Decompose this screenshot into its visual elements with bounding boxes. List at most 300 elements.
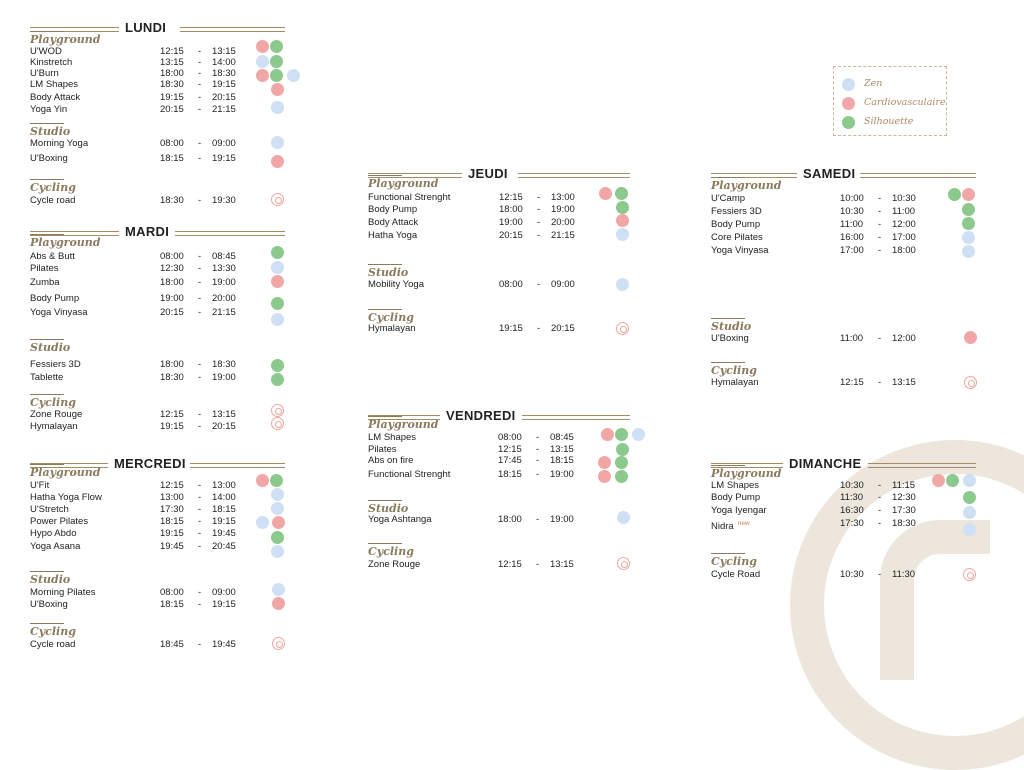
- mercredi-playground-class-name: [30, 492, 102, 503]
- mercredi-playground-start-time: 13:00: [160, 492, 184, 503]
- class-name-text: Fessiers 3D: [711, 206, 762, 217]
- samedi-playground-start-time: 11:00: [840, 219, 864, 230]
- class-name-text: U'Camp: [711, 193, 746, 204]
- class-name-text: Morning Yoga: [30, 138, 89, 149]
- background-logo-mark: [880, 520, 990, 680]
- class-name-text: LM Shapes: [368, 432, 417, 443]
- class-name-text: Cycle road: [30, 195, 76, 206]
- mercredi-playground-start-time: 12:15: [160, 480, 184, 491]
- mardi-playground-time-dash: -: [198, 251, 202, 262]
- vendredi-cycling-start-time: 12:15: [498, 559, 522, 570]
- lundi-playground-class-name: [30, 92, 80, 103]
- samedi-playground-end-time: 12:00: [892, 219, 916, 230]
- mardi-cycling-end-time: 13:15: [212, 409, 236, 420]
- mardi-playground-class-name: [30, 307, 88, 318]
- mercredi-studio-end-time: 19:15: [212, 599, 236, 610]
- silhouette-icon: [270, 69, 283, 82]
- dimanche-playground-end-time: 18:30: [892, 518, 916, 529]
- new-badge: new: [737, 520, 750, 527]
- class-name-text: Zumba: [30, 277, 60, 288]
- lundi-studio-time-dash: -: [198, 153, 202, 164]
- lundi-playground-end-time: 20:15: [212, 92, 236, 103]
- silhouette-icon: [615, 428, 628, 441]
- jeudi-playground-end-time: 20:00: [551, 217, 575, 228]
- mercredi-cycling-class-name: [30, 639, 75, 650]
- mardi-cycling-time-dash: -: [198, 421, 202, 432]
- dimanche-cycling-class-name: [711, 569, 760, 580]
- vendredi-playground-end-time: 08:45: [550, 432, 574, 443]
- mardi-cycling-class-name: [30, 409, 82, 420]
- lundi-studio-end-time: 09:00: [212, 138, 236, 149]
- jeudi-cycling-heading: Cycling: [368, 311, 414, 324]
- lundi-playground-class-name: [30, 104, 67, 115]
- lundi-playground-start-time: 20:15: [160, 104, 184, 115]
- lundi-playground-class-name: [30, 57, 72, 68]
- cycling-icon: [271, 417, 284, 430]
- vendredi-playground-start-time: 12:15: [498, 444, 522, 455]
- jeudi-cycling-start-time: 19:15: [499, 323, 523, 334]
- vendredi-playground-end-time: 18:15: [550, 455, 574, 466]
- dimanche-playground-start-time: 10:30: [840, 480, 864, 491]
- lundi-playground-end-time: 19:15: [212, 79, 236, 90]
- class-name-text: U'Burn: [30, 68, 59, 79]
- mardi-studio-end-time: 18:30: [212, 359, 236, 370]
- vendredi-playground-class-name: [368, 444, 397, 455]
- samedi-playground-end-time: 17:00: [892, 232, 916, 243]
- lundi-studio-heading: Studio: [30, 125, 71, 138]
- mercredi-playground-end-time: 20:45: [212, 541, 236, 552]
- mardi-cycling-heading: Cycling: [30, 396, 76, 409]
- mardi-studio-rule: [30, 339, 64, 340]
- jeudi-studio-time-dash: -: [537, 279, 541, 290]
- cardio-icon: [601, 428, 614, 441]
- vendredi-cycling-rule: [368, 543, 402, 544]
- vendredi-playground-class-name: [368, 469, 450, 480]
- lundi-cycling-start-time: 18:30: [160, 195, 184, 206]
- mardi-playground-start-time: 08:00: [160, 251, 184, 262]
- silhouette-icon: [270, 474, 283, 487]
- cardio-icon: [256, 69, 269, 82]
- lundi-studio-rule: [30, 123, 64, 124]
- mardi-playground-start-time: 20:15: [160, 307, 184, 318]
- class-name-text: U'Fit: [30, 480, 50, 491]
- mercredi-studio-class-name: [30, 599, 68, 610]
- jeudi-cycling-end-time: 20:15: [551, 323, 575, 334]
- class-name-text: U'WOD: [30, 46, 62, 57]
- class-name-text: Yoga Asana: [30, 541, 81, 552]
- lundi-playground-time-dash: -: [198, 57, 202, 68]
- samedi-playground-time-dash: -: [878, 219, 882, 230]
- lundi-cycling-rule: [30, 179, 64, 180]
- vendredi-playground-end-time: 19:00: [550, 469, 574, 480]
- lundi-playground-class-name: [30, 46, 62, 57]
- zen-icon: [271, 261, 284, 274]
- class-name-text: Cycle road: [30, 639, 76, 650]
- mardi-day-title: MARDI: [125, 224, 170, 239]
- vendredi-studio-rule: [368, 500, 402, 501]
- lundi-playground-time-dash: -: [198, 92, 202, 103]
- silhouette-legend-icon: [842, 116, 855, 129]
- mercredi-cycling-end-time: 19:45: [212, 639, 236, 650]
- lundi-studio-class-name: [30, 138, 88, 149]
- jeudi-playground-rule: [368, 175, 402, 176]
- mardi-playground-start-time: 19:00: [160, 293, 184, 304]
- silhouette-icon: [962, 203, 975, 216]
- vendredi-cycling-class-name: [368, 559, 420, 570]
- jeudi-studio-start-time: 08:00: [499, 279, 523, 290]
- lundi-studio-start-time: 08:00: [160, 138, 184, 149]
- class-name-text: Nidra: [711, 521, 734, 533]
- lundi-studio-start-time: 18:15: [160, 153, 184, 164]
- vendredi-playground-time-dash: -: [536, 469, 540, 480]
- lundi-playground-end-time: 18:30: [212, 68, 236, 79]
- silhouette-icon: [616, 443, 629, 456]
- mardi-playground-end-time: 13:30: [212, 263, 236, 274]
- mercredi-studio-time-dash: -: [198, 599, 202, 610]
- mardi-playground-time-dash: -: [198, 293, 202, 304]
- lundi-playground-class-name: [30, 79, 78, 90]
- vendredi-studio-heading: Studio: [368, 502, 409, 515]
- dimanche-playground-end-time: 17:30: [892, 505, 916, 516]
- dimanche-playground-heading: Playground: [711, 467, 782, 480]
- cardio-icon: [616, 214, 629, 227]
- silhouette-icon: [616, 201, 629, 214]
- class-name-text: Kinstretch: [30, 57, 73, 68]
- zen-icon: [256, 516, 269, 529]
- jeudi-playground-end-time: 19:00: [551, 204, 575, 215]
- mardi-cycling-class-name: [30, 421, 78, 432]
- mardi-playground-class-name: [30, 293, 79, 304]
- mercredi-studio-end-time: 09:00: [212, 587, 236, 598]
- vendredi-day-title: VENDREDI: [446, 408, 516, 423]
- samedi-playground-class-name: [711, 219, 760, 230]
- cardio-icon: [271, 155, 284, 168]
- samedi-rule-right: [860, 173, 976, 178]
- mardi-cycling-start-time: 12:15: [160, 409, 184, 420]
- zen-icon: [271, 488, 284, 501]
- lundi-playground-time-dash: -: [198, 46, 202, 57]
- vendredi-studio-start-time: 18:00: [498, 514, 522, 525]
- class-name-text: U'Boxing: [30, 153, 68, 164]
- jeudi-playground-class-name: [368, 204, 417, 215]
- lundi-playground-start-time: 18:00: [160, 68, 184, 79]
- class-name-text: LM Shapes: [30, 79, 79, 90]
- mardi-studio-class-name: [30, 372, 63, 383]
- jeudi-playground-start-time: 12:15: [499, 192, 523, 203]
- mercredi-cycling-start-time: 18:45: [160, 639, 184, 650]
- mercredi-studio-class-name: [30, 587, 95, 598]
- mercredi-playground-class-name: [30, 480, 49, 491]
- mercredi-playground-end-time: 19:45: [212, 528, 236, 539]
- vendredi-playground-start-time: 08:00: [498, 432, 522, 443]
- vendredi-studio-class-name: [368, 514, 432, 525]
- class-name-text: Power Pilates: [30, 516, 89, 527]
- class-name-text: Pilates: [30, 263, 59, 274]
- class-name-text: Body Attack: [368, 217, 419, 228]
- samedi-playground-time-dash: -: [878, 245, 882, 256]
- class-name-text: U'Boxing: [30, 599, 68, 610]
- lundi-playground-start-time: 19:15: [160, 92, 184, 103]
- mardi-playground-class-name: [30, 277, 60, 288]
- zen-icon: [271, 545, 284, 558]
- vendredi-playground-time-dash: -: [536, 444, 540, 455]
- samedi-cycling-rule: [711, 362, 745, 363]
- dimanche-playground-end-time: 11:15: [892, 480, 916, 491]
- jeudi-playground-class-name: [368, 230, 417, 241]
- cardio-icon: [962, 188, 975, 201]
- lundi-playground-heading: Playground: [30, 33, 101, 46]
- class-name-text: Body Pump: [711, 219, 761, 230]
- class-name-text: Hatha Yoga: [368, 230, 418, 241]
- dimanche-cycling-rule: [711, 553, 745, 554]
- lundi-playground-start-time: 13:15: [160, 57, 184, 68]
- samedi-studio-class-name: [711, 333, 749, 344]
- class-name-text: Hatha Yoga Flow: [30, 492, 102, 503]
- legend-silhouette-label: Silhouette: [864, 116, 914, 127]
- cardio-legend-icon: [842, 97, 855, 110]
- mercredi-playground-time-dash: -: [198, 480, 202, 491]
- jeudi-cycling-class-name: [368, 323, 416, 334]
- class-name-text: Fessiers 3D: [30, 359, 81, 370]
- mercredi-playground-time-dash: -: [198, 541, 202, 552]
- jeudi-studio-end-time: 09:00: [551, 279, 575, 290]
- samedi-playground-time-dash: -: [878, 206, 882, 217]
- samedi-playground-class-name: [711, 245, 769, 256]
- silhouette-icon: [271, 531, 284, 544]
- lundi-day-title: LUNDI: [125, 20, 167, 35]
- mardi-cycling-rule: [30, 394, 64, 395]
- zen-icon: [616, 228, 629, 241]
- silhouette-icon: [963, 491, 976, 504]
- samedi-playground-time-dash: -: [878, 193, 882, 204]
- mardi-playground-end-time: 08:45: [212, 251, 236, 262]
- mercredi-studio-time-dash: -: [198, 587, 202, 598]
- samedi-studio-end-time: 12:00: [892, 333, 916, 344]
- jeudi-playground-start-time: 20:15: [499, 230, 523, 241]
- cardio-icon: [599, 187, 612, 200]
- cardio-icon: [271, 83, 284, 96]
- class-name-text: Yoga Vinyasa: [30, 307, 88, 318]
- zen-icon: [617, 511, 630, 524]
- jeudi-rule-right: [518, 173, 630, 178]
- class-name-text: Yoga Ashtanga: [368, 514, 432, 525]
- cardio-icon: [932, 474, 945, 487]
- silhouette-icon: [946, 474, 959, 487]
- mardi-studio-start-time: 18:00: [160, 359, 184, 370]
- lundi-cycling-heading: Cycling: [30, 181, 76, 194]
- lundi-playground-time-dash: -: [198, 79, 202, 90]
- class-name-text: Hypo Abdo: [30, 528, 77, 539]
- vendredi-cycling-time-dash: -: [536, 559, 540, 570]
- mardi-playground-class-name: [30, 251, 75, 262]
- lundi-playground-start-time: 18:30: [160, 79, 184, 90]
- silhouette-icon: [271, 359, 284, 372]
- dimanche-playground-start-time: 17:30: [840, 518, 864, 529]
- jeudi-playground-end-time: 13:00: [551, 192, 575, 203]
- class-name-text: Body Attack: [30, 92, 81, 103]
- cardio-icon: [598, 456, 611, 469]
- jeudi-playground-end-time: 21:15: [551, 230, 575, 241]
- samedi-playground-start-time: 17:00: [840, 245, 864, 256]
- zen-icon: [963, 506, 976, 519]
- cardio-icon: [964, 331, 977, 344]
- dimanche-cycling-start-time: 10:30: [840, 569, 864, 580]
- class-name-text: Core Pilates: [711, 232, 763, 243]
- cycling-icon: [271, 193, 284, 206]
- class-name-text: Cycle Road: [711, 569, 761, 580]
- jeudi-playground-start-time: 18:00: [499, 204, 523, 215]
- lundi-studio-end-time: 19:15: [212, 153, 236, 164]
- lundi-playground-end-time: 14:00: [212, 57, 236, 68]
- zen-icon: [271, 313, 284, 326]
- lundi-playground-end-time: 21:15: [212, 104, 236, 115]
- mercredi-studio-start-time: 08:00: [160, 587, 184, 598]
- mercredi-playground-start-time: 17:30: [160, 504, 184, 515]
- mercredi-cycling-rule: [30, 623, 64, 624]
- mercredi-studio-start-time: 18:15: [160, 599, 184, 610]
- silhouette-icon: [615, 187, 628, 200]
- mardi-playground-class-name: [30, 263, 59, 274]
- samedi-cycling-class-name: [711, 377, 759, 388]
- mercredi-playground-class-name: [30, 541, 80, 552]
- lundi-playground-time-dash: -: [198, 104, 202, 115]
- mardi-rule-right: [175, 231, 285, 236]
- mercredi-rule-right: [190, 463, 285, 468]
- dimanche-playground-end-time: 12:30: [892, 492, 916, 503]
- mercredi-playground-start-time: 19:45: [160, 541, 184, 552]
- jeudi-playground-class-name: [368, 217, 418, 228]
- samedi-playground-class-name: [711, 232, 763, 243]
- samedi-cycling-time-dash: -: [878, 377, 882, 388]
- jeudi-playground-start-time: 19:00: [499, 217, 523, 228]
- vendredi-studio-time-dash: -: [536, 514, 540, 525]
- jeudi-playground-time-dash: -: [537, 204, 541, 215]
- lundi-studio-class-name: [30, 153, 68, 164]
- cycling-icon: [616, 322, 629, 335]
- dimanche-rule-right: [868, 463, 976, 468]
- mardi-studio-heading: Studio: [30, 341, 71, 354]
- samedi-cycling-end-time: 13:15: [892, 377, 916, 388]
- silhouette-icon: [948, 188, 961, 201]
- samedi-studio-heading: Studio: [711, 320, 752, 333]
- mercredi-studio-rule: [30, 571, 64, 572]
- jeudi-playground-heading: Playground: [368, 177, 439, 190]
- class-name-text: Abs & Butt: [30, 251, 75, 262]
- cardio-icon: [272, 597, 285, 610]
- class-name-text: Mobility Yoga: [368, 279, 424, 290]
- jeudi-playground-time-dash: -: [537, 192, 541, 203]
- mardi-cycling-end-time: 20:15: [212, 421, 236, 432]
- jeudi-studio-class-name: [368, 279, 424, 290]
- mardi-cycling-time-dash: -: [198, 409, 202, 420]
- samedi-playground-end-time: 10:30: [892, 193, 916, 204]
- mercredi-playground-time-dash: -: [198, 516, 202, 527]
- dimanche-day-title: DIMANCHE: [789, 456, 862, 471]
- samedi-playground-start-time: 10:00: [840, 193, 864, 204]
- zen-icon: [962, 245, 975, 258]
- vendredi-playground-end-time: 13:15: [550, 444, 574, 455]
- samedi-cycling-heading: Cycling: [711, 364, 757, 377]
- cycling-icon: [271, 404, 284, 417]
- mercredi-playground-class-name: [30, 528, 76, 539]
- mardi-playground-rule: [30, 234, 64, 235]
- dimanche-playground-class-name: [711, 505, 767, 516]
- samedi-playground-class-name: [711, 193, 745, 204]
- zen-icon: [963, 474, 976, 487]
- dimanche-playground-start-time: 11:30: [840, 492, 864, 503]
- mercredi-studio-heading: Studio: [30, 573, 71, 586]
- vendredi-studio-end-time: 19:00: [550, 514, 574, 525]
- silhouette-icon: [270, 55, 283, 68]
- mardi-playground-end-time: 21:15: [212, 307, 236, 318]
- class-name-text: LM Shapes: [711, 480, 760, 491]
- mardi-playground-time-dash: -: [198, 277, 202, 288]
- mardi-studio-class-name: [30, 359, 81, 370]
- mercredi-playground-start-time: 18:15: [160, 516, 184, 527]
- mercredi-day-title: MERCREDI: [114, 456, 186, 471]
- mardi-playground-end-time: 20:00: [212, 293, 236, 304]
- class-name-text: Yoga Yin: [30, 104, 68, 115]
- mardi-studio-start-time: 18:30: [160, 372, 184, 383]
- dimanche-playground-class-name: [711, 492, 760, 503]
- samedi-playground-start-time: 10:30: [840, 206, 864, 217]
- jeudi-playground-time-dash: -: [537, 230, 541, 241]
- class-name-text: Body Pump: [711, 492, 761, 503]
- zen-icon: [272, 583, 285, 596]
- silhouette-icon: [271, 246, 284, 259]
- mercredi-playground-class-name: [30, 504, 69, 515]
- zen-icon: [632, 428, 645, 441]
- class-name-text: Morning Pilates: [30, 587, 96, 598]
- lundi-playground-start-time: 12:15: [160, 46, 184, 57]
- samedi-playground-end-time: 18:00: [892, 245, 916, 256]
- mardi-studio-time-dash: -: [198, 372, 202, 383]
- mercredi-playground-time-dash: -: [198, 492, 202, 503]
- zen-icon: [287, 69, 300, 82]
- lundi-cycling-end-time: 19:30: [212, 195, 236, 206]
- samedi-playground-end-time: 11:00: [892, 206, 916, 217]
- class-name-text: Yoga Iyengar: [711, 505, 767, 516]
- mardi-studio-time-dash: -: [198, 359, 202, 370]
- lundi-playground-end-time: 13:15: [212, 46, 236, 57]
- mardi-playground-start-time: 18:00: [160, 277, 184, 288]
- lundi-rule-right: [180, 27, 285, 32]
- cardio-icon: [256, 474, 269, 487]
- jeudi-studio-rule: [368, 264, 402, 265]
- cardio-icon: [256, 40, 269, 53]
- vendredi-playground-time-dash: -: [536, 455, 540, 466]
- class-name-text: Body Pump: [30, 293, 80, 304]
- cardio-icon: [598, 470, 611, 483]
- mercredi-playground-rule: [30, 464, 64, 465]
- dimanche-playground-class-name: [711, 518, 750, 532]
- mardi-playground-time-dash: -: [198, 307, 202, 318]
- mercredi-playground-end-time: 14:00: [212, 492, 236, 503]
- class-name-text: Hymalayan: [368, 323, 416, 334]
- class-name-text: Functional Strenght: [368, 469, 451, 480]
- cycling-icon: [617, 557, 630, 570]
- silhouette-icon: [271, 297, 284, 310]
- class-name-text: Tablette: [30, 372, 64, 383]
- cardio-icon: [271, 275, 284, 288]
- vendredi-playground-rule: [368, 416, 402, 417]
- class-name-text: Pilates: [368, 444, 397, 455]
- samedi-playground-heading: Playground: [711, 179, 782, 192]
- jeudi-studio-heading: Studio: [368, 266, 409, 279]
- dimanche-playground-start-time: 16:30: [840, 505, 864, 516]
- dimanche-playground-time-dash: -: [878, 518, 882, 529]
- dimanche-playground-time-dash: -: [878, 492, 882, 503]
